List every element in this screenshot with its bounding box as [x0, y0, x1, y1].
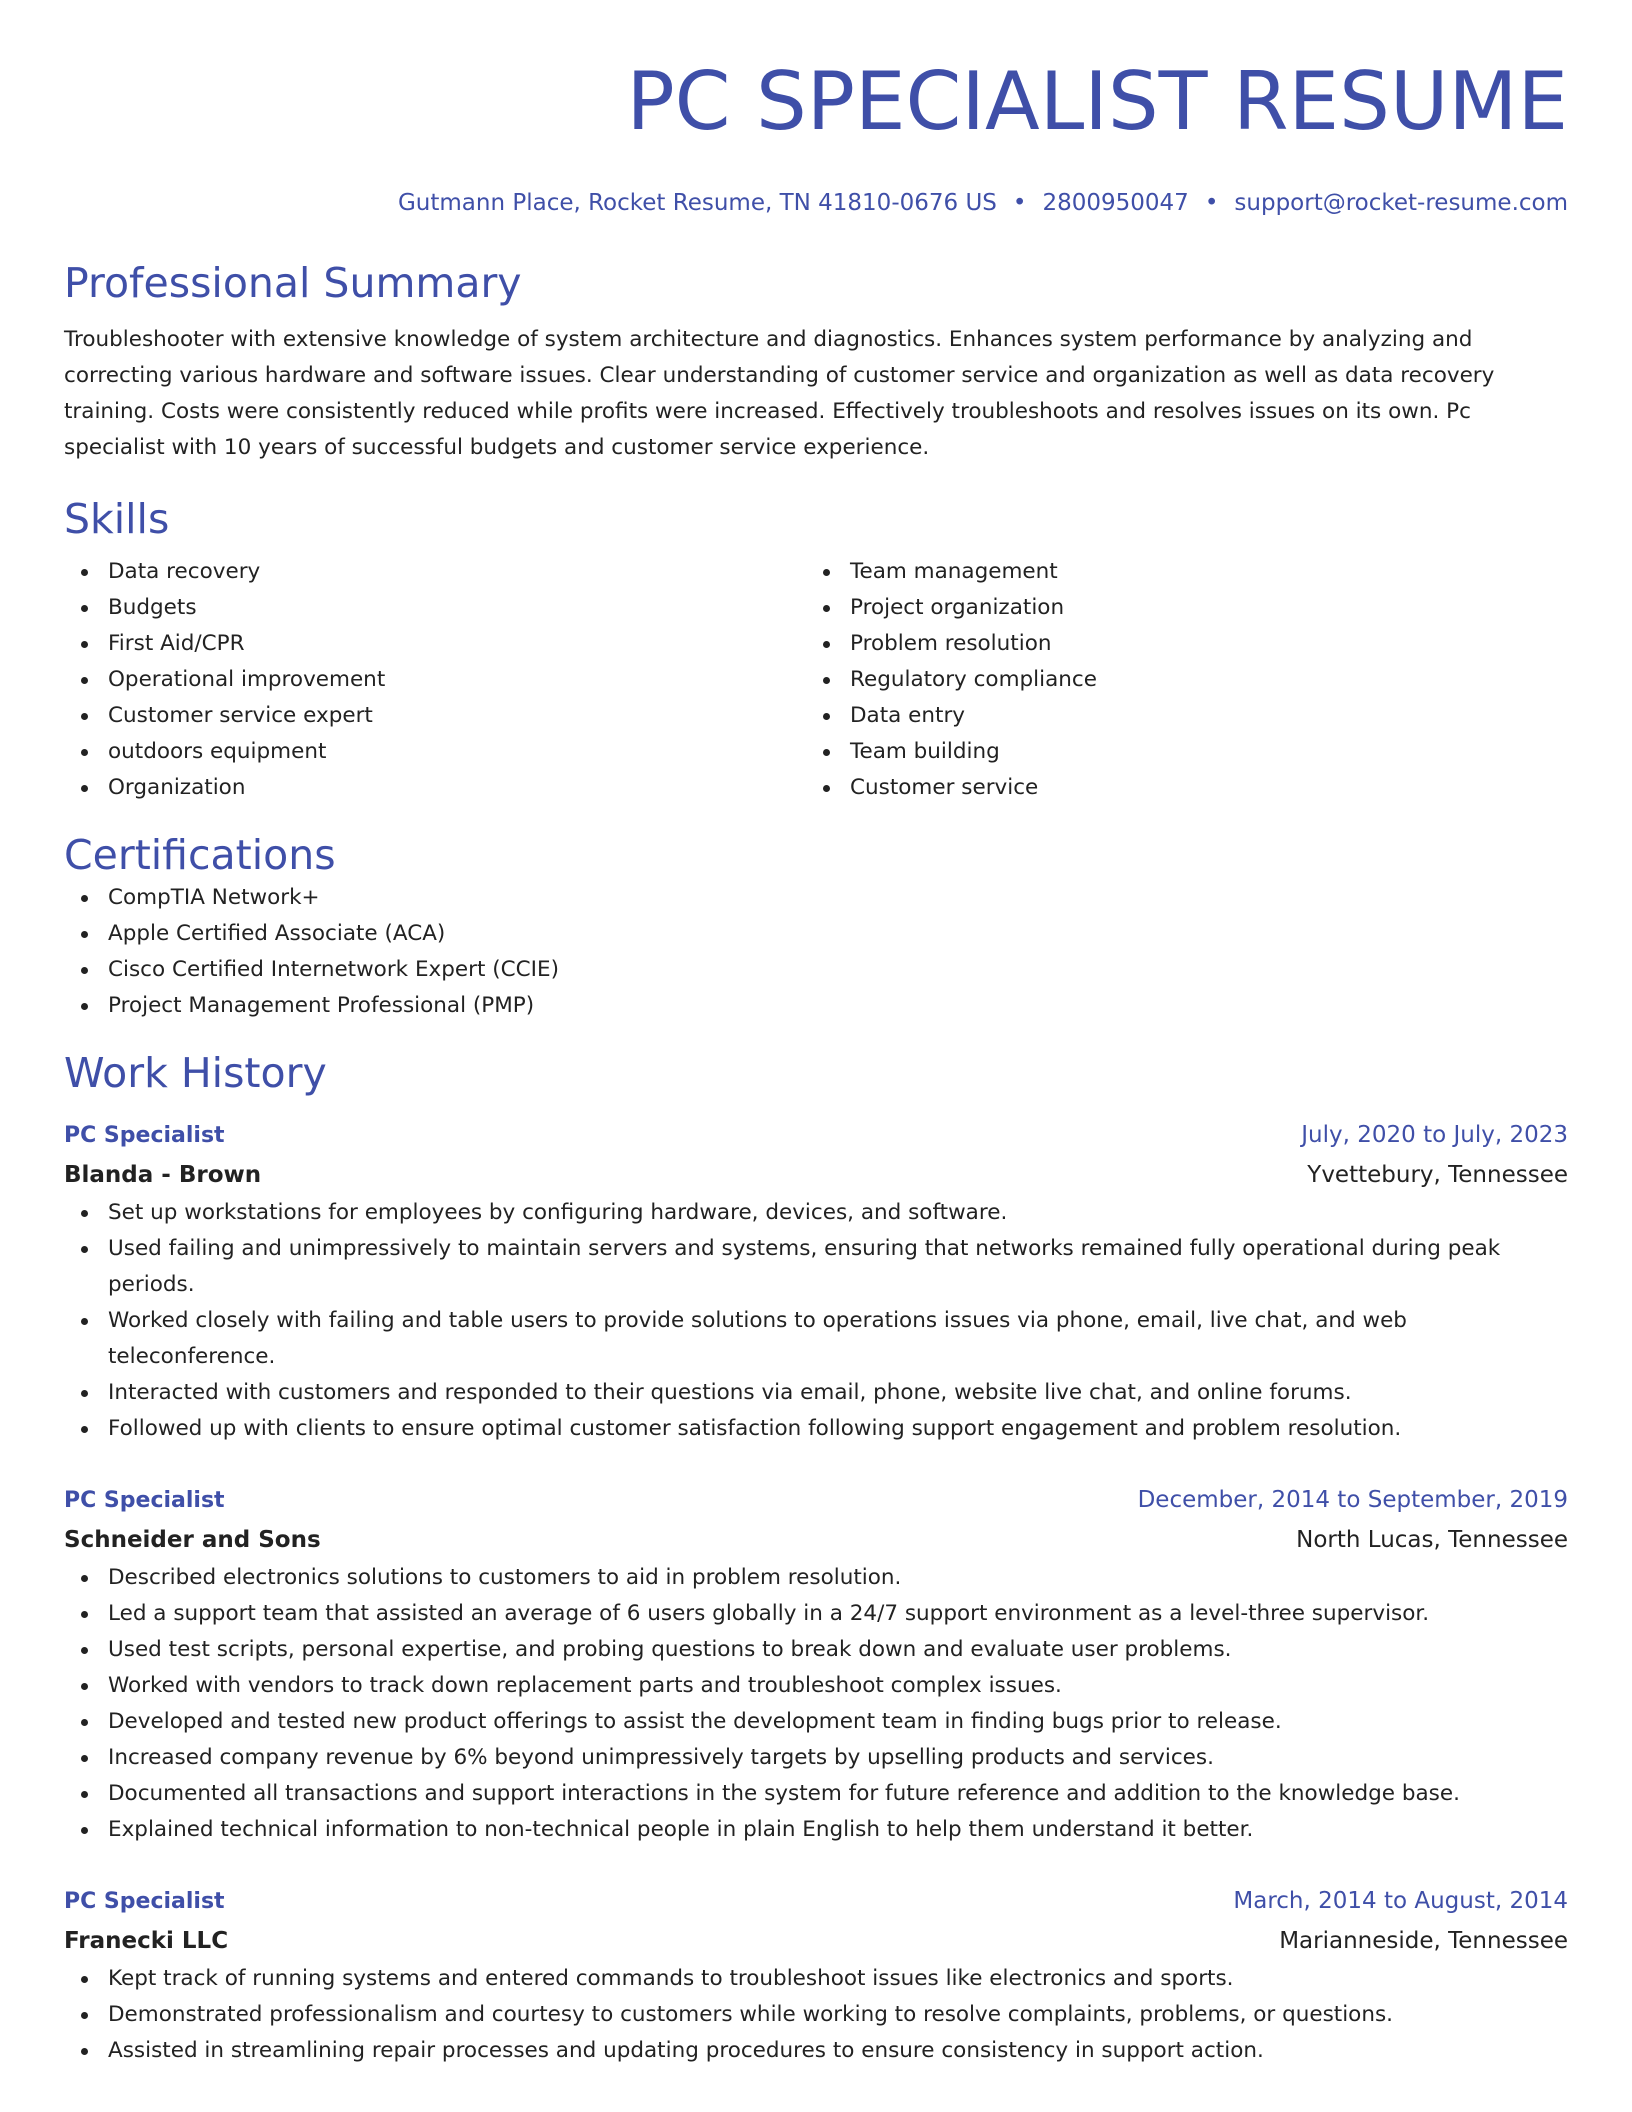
job-location: Marianneside, Tennessee [1279, 1928, 1568, 1954]
skill-item: Data recovery [64, 554, 806, 590]
job-location: North Lucas, Tennessee [1296, 1527, 1568, 1553]
contact-email: support@rocket-resume.com [1234, 190, 1568, 216]
resume-title: PC SPECIALIST RESUME [626, 55, 1568, 148]
job-location: Yvettebury, Tennessee [1307, 1162, 1568, 1188]
summary-text: Troubleshooter with extensive knowledge of system architecture and diagnostics. Enhances system performance by analyzing and correcting various hardware and software issues. Clear understanding of customer service and organization as well as data recovery training. Costs were consistently reduced while profits were increased. Effectively troubleshoots and resolves issues on its own. Pc specialist with 10 years of successful budgets and customer service experience. [64, 327, 1495, 460]
work-history-section [64, 1048, 1568, 2069]
skill-item: Customer service expert [64, 698, 806, 734]
job-duty-item: Led a support team that assisted an average of 6 users globally in a 24/7 support environment as a level-three supervisor. [64, 1596, 1568, 1632]
job-duty-item: Kept track of running systems and entered commands to troubleshoot issues like electronics and sports. [64, 1961, 1568, 1997]
certification-item: Project Management Professional (PMP) [64, 988, 1568, 1024]
skill-item: Team building [806, 734, 1548, 770]
job-entry [64, 1882, 1568, 2069]
certifications-section [64, 830, 1568, 1024]
skills-section [64, 494, 1568, 806]
contact-line [64, 188, 1568, 218]
skill-item: First Aid/CPR [64, 626, 806, 662]
skill-item: Data entry [806, 698, 1548, 734]
job-dates: July, 2020 to July, 2023 [1301, 1122, 1568, 1148]
contact-separator: • [1204, 190, 1219, 216]
job-duty-item: Worked closely with failing and table users to provide solutions to operations issues via phone, email, live chat, and web teleconference. [64, 1303, 1568, 1375]
job-duty-item: Interacted with customers and responded to their questions via email, phone, website live chat, and online forums. [64, 1375, 1568, 1411]
job-company-row [64, 1921, 1568, 1961]
job-duty-item: Set up workstations for employees by configuring hardware, devices, and software. [64, 1195, 1568, 1231]
job-company: Franecki LLC [64, 1928, 229, 1954]
certifications-list [64, 880, 1568, 1024]
job-title: PC Specialist [64, 1889, 225, 1914]
resume-header [64, 52, 1568, 218]
skills-column-right [806, 554, 1548, 806]
skills-grid [64, 554, 1568, 806]
skills-heading: Skills [64, 495, 170, 543]
skill-item: Regulatory compliance [806, 662, 1548, 698]
job-company-row [64, 1520, 1568, 1560]
skills-list-left [64, 554, 806, 806]
work-history-heading: Work History [64, 1049, 327, 1097]
job-duty-item: Assisted in streamlining repair processes and updating procedures to ensure consistency in support action. [64, 2033, 1568, 2069]
contact-phone: 2800950047 [1042, 190, 1189, 216]
job-duty-item: Explained technical information to non-technical people in plain English to help them understand it better. [64, 1812, 1568, 1848]
skills-column-left [64, 554, 806, 806]
job-duty-item: Used test scripts, personal expertise, and probing questions to break down and evaluate user problems. [64, 1632, 1568, 1668]
job-duty-item: Described electronics solutions to customers to aid in problem resolution. [64, 1560, 1568, 1596]
job-entry [64, 1116, 1568, 1447]
skill-item: Budgets [64, 590, 806, 626]
skills-list-right [806, 554, 1548, 806]
job-duty-item: Increased company revenue by 6% beyond unimpressively targets by upselling products and services. [64, 1740, 1568, 1776]
job-duty-item: Developed and tested new product offerings to assist the development team in finding bugs prior to release. [64, 1704, 1568, 1740]
job-header-row [64, 1481, 1568, 1520]
summary-heading: Professional Summary [64, 259, 522, 307]
job-company: Schneider and Sons [64, 1527, 321, 1553]
contact-separator: • [1012, 190, 1027, 216]
skill-item: outdoors equipment [64, 734, 806, 770]
certification-item: Cisco Certified Internetwork Expert (CCIE) [64, 952, 1568, 988]
job-duty-item: Documented all transactions and support interactions in the system for future reference and addition to the knowledge base. [64, 1776, 1568, 1812]
job-duty-item: Worked with vendors to track down replacement parts and troubleshoot complex issues. [64, 1668, 1568, 1704]
job-duties-list [64, 1195, 1568, 1447]
job-dates: March, 2014 to August, 2014 [1233, 1888, 1568, 1914]
certification-item: CompTIA Network+ [64, 880, 1568, 916]
skill-item: Problem resolution [806, 626, 1548, 662]
job-title: PC Specialist [64, 1123, 225, 1148]
skill-item: Team management [806, 554, 1548, 590]
skill-item: Operational improvement [64, 662, 806, 698]
job-duties-list [64, 1560, 1568, 1848]
job-company-row [64, 1155, 1568, 1195]
job-duty-item: Followed up with clients to ensure optimal customer satisfaction following support engagement and problem resolution. [64, 1411, 1568, 1447]
job-header-row [64, 1882, 1568, 1921]
job-header-row [64, 1116, 1568, 1155]
contact-address: Gutmann Place, Rocket Resume, TN 41810-0676 US [397, 190, 997, 216]
job-duty-item: Demonstrated professionalism and courtesy to customers while working to resolve complaints, problems, or questions. [64, 1997, 1568, 2033]
job-duty-item: Used failing and unimpressively to maintain servers and systems, ensuring that networks remained fully operational during peak periods. [64, 1231, 1568, 1303]
job-title: PC Specialist [64, 1488, 225, 1513]
certifications-heading: Certifications [64, 831, 336, 879]
summary-section [64, 258, 1568, 466]
job-dates: December, 2014 to September, 2019 [1137, 1487, 1568, 1513]
job-entry [64, 1481, 1568, 1848]
skill-item: Customer service [806, 770, 1548, 806]
skill-item: Project organization [806, 590, 1548, 626]
certification-item: Apple Certified Associate (ACA) [64, 916, 1568, 952]
skill-item: Organization [64, 770, 806, 806]
job-company: Blanda - Brown [64, 1162, 262, 1188]
job-duties-list [64, 1961, 1568, 2069]
